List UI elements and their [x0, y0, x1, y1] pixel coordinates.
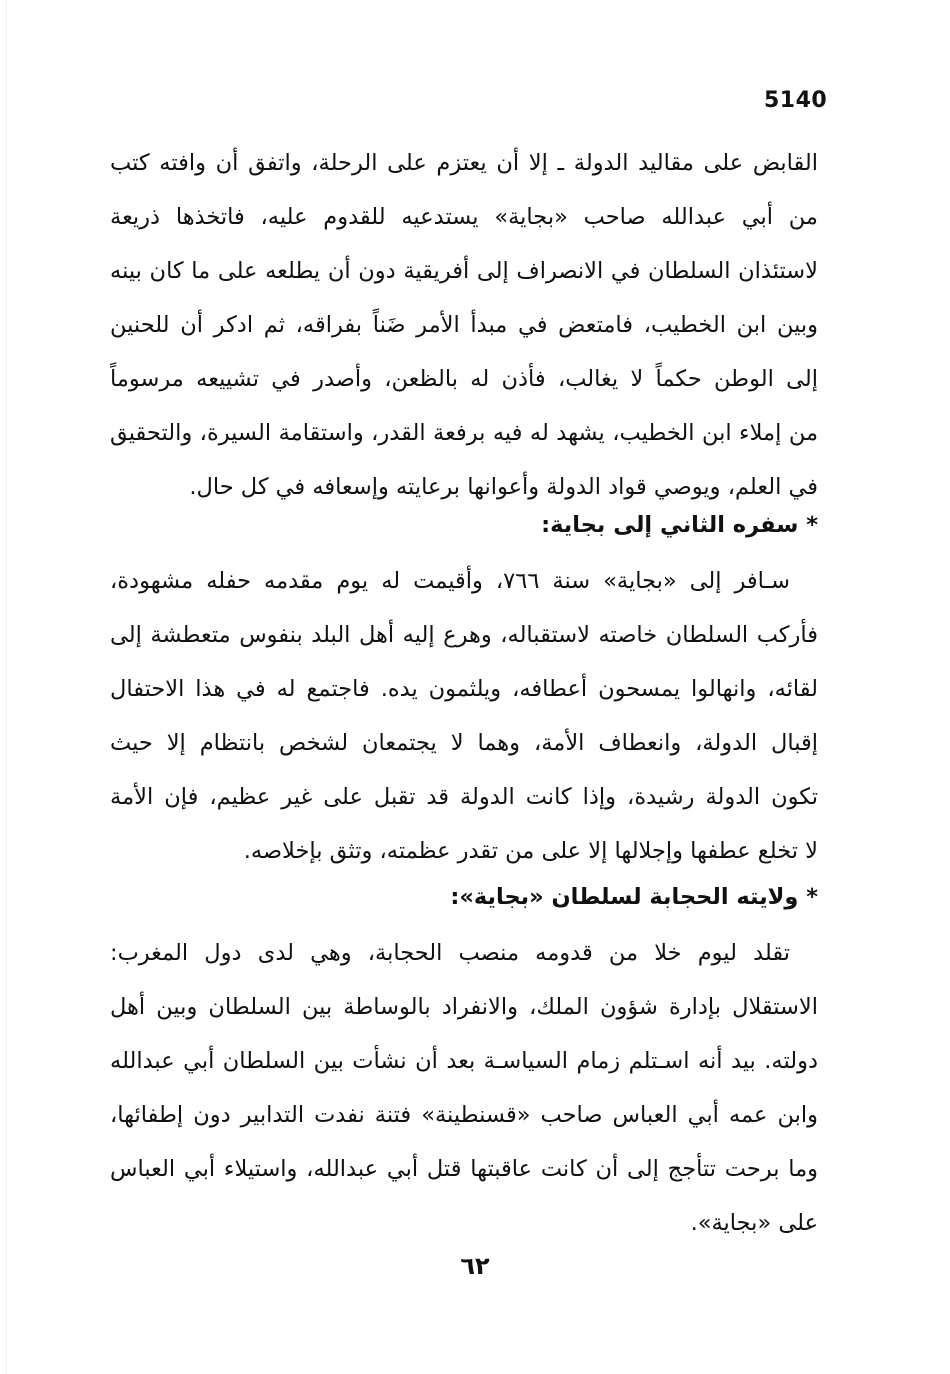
- text-line: تقلد ليوم خلا من قدومه منصب الحجابة، وهي لدى دول المغرب:: [110, 940, 790, 966]
- text-line: تكون الدولة رشيدة، وإذا كانت الدولة قد تقبل على غير عظيم، فإن الأمة: [110, 784, 818, 810]
- paragraph-3: [110, 926, 818, 1250]
- text-line: على «بجاية».: [690, 1210, 818, 1236]
- text-line: سـافر إلى «بجاية» سنة ٧٦٦، وأقيمت له يوم مقدمه حفله مشهودة،: [110, 568, 790, 594]
- section-heading: * ولايته الحجابة لسلطان «بجاية»:: [450, 884, 818, 910]
- text-line: فأركب السلطان خاصته لاستقباله، وهرع إليه أهل البلد بنفوس متعطشة إلى: [110, 622, 818, 648]
- folio-page-number: ٦٢: [460, 1252, 490, 1280]
- section-heading-hijaba: [110, 870, 818, 924]
- text-line: دولته. بيد أنه اسـتلم زمام السياسـة بعد أن نشأت بين السلطان أبي عبدالله: [110, 1048, 818, 1074]
- text-line: إلى الوطن حكماً لا يغالب، فأذن له بالظعن، وأصدر في تشييعه مرسوماً: [110, 366, 818, 392]
- text-line: لاستئذان السلطان في الانصراف إلى أفريقية دون أن يطلعه على ما كان بينه: [110, 258, 818, 284]
- text-line: وبين ابن الخطيب، فامتعض في مبدأ الأمر ضَناً بفراقه، ثم ادكر أن للحنين: [110, 312, 818, 338]
- text-line: وابن عمه أبي العباس صاحب «قسنطينة» فتنة نفدت التدابير دون إطفائها،: [110, 1102, 818, 1128]
- text-line: الاستقلال بإدارة شؤون الملك، والانفراد بالوساطة بين السلطان وبين أهل: [110, 994, 818, 1020]
- paragraph-2: [110, 554, 818, 878]
- section-heading-second-journey: [110, 498, 818, 552]
- scan-edge: [6, 0, 7, 1374]
- text-line: وما برحت تتأجج إلى أن كانت عاقبتها قتل أبي عبدالله، واستيلاء أبي العباس: [110, 1156, 818, 1182]
- paragraph-1: [110, 136, 818, 514]
- text-line: لا تخلع عطفها وإجلالها إلا على من تقدر عظمته، وتثق بإخلاصه.: [243, 838, 818, 864]
- text-line: من إملاء ابن الخطيب، يشهد له فيه برفعة القدر، واستقامة السيرة، والتحقيق: [110, 420, 818, 446]
- text-line: لقائه، وانهالوا يمسحون أعطافه، ويلثمون يده. فاجتمع له في هذا الاحتفال: [110, 676, 818, 702]
- page-number-top: 5140: [764, 88, 828, 113]
- text-line: القابض على مقاليد الدولة ـ إلا أن يعتزم على الرحلة، واتفق أن وافته كتب: [110, 150, 818, 176]
- text-line: من أبي عبدالله صاحب «بجاية» يستدعيه للقدوم عليه، فاتخذها ذريعة: [110, 204, 818, 230]
- text-line: إقبال الدولة، وانعطاف الأمة، وهما لا يجتمعان لشخص بانتظام إلا حيث: [110, 730, 818, 756]
- section-heading: * سفره الثاني إلى بجاية:: [541, 512, 818, 538]
- text-line: في العلم، ويوصي قواد الدولة وأعوانها برعايته وإسعافه في كل حال.: [189, 474, 818, 500]
